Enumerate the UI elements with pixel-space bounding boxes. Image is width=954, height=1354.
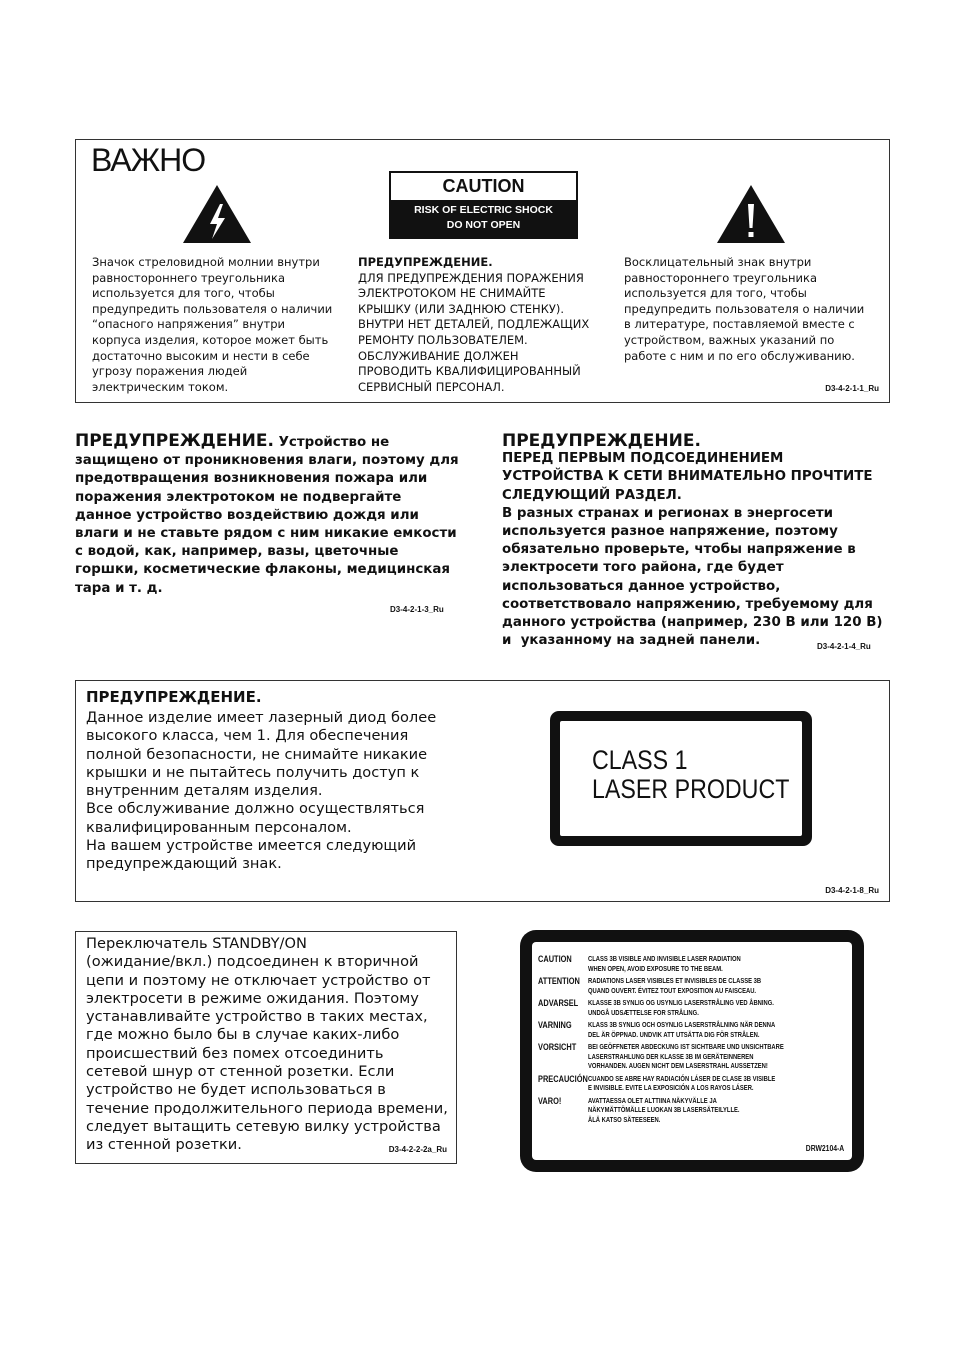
doc-code: D3-4-2-1-4_Ru [817, 642, 871, 651]
voltage-warning: ПРЕДУПРЕЖДЕНИЕ. ПЕРЕД ПЕРВЫМ ПОДСОЕДИНЕНИЕМ УСТРОЙСТВА К СЕТИ ВНИМАТЕЛЬНО ПРОЧТИТЕ СЛЕДУЮЩИЙ РАЗДЕЛ. В разных странах и регионах в энергосети используется разное напряжение, поэтому обязательно проверьте, чтобы напряжение в электросети того района, где будет использоваться данное устройство, соответствовало напряжению, требуемому для данного устройства (например, 230 В или 120 В) и указанному на задней панели. [502, 432, 890, 650]
laser-caution-label [520, 930, 864, 1172]
lightning-description: Значок стреловидной молнии внутри равностороннего треугольника используется для того, чтобы предупредить пользователя о наличии “опасного напряжения” внутри корпуса изделия, которое может быть достаточно высоким и нести в себе угрозу поражения людей электрическим током. [92, 255, 333, 394]
caution-sign [389, 171, 578, 239]
caution-label-row: VORSICHT BEI GEÖFFNETER ABDECKUNG IST SICHTBARE UND UNSICHTBARE LASERSTRAHLUNG DER KLASSE 3B IM GERÄTEINNEREN VORHANDEN. AUGEN NICHT DEM LASERSTRAHL AUSSETZEN! [538, 1042, 784, 1070]
doc-code: D3-4-2-1-8_Ru [825, 886, 879, 895]
caution-label-row: VARNING KLASS 3B SYNLIG OCH OSYNLIG LASERSTRÅLNING NÄR DENNA DEL ÄR ÖPPNAD. UNDVIK ATT UTSÄTTA DIG FÖR STRÅLEN. [538, 1020, 776, 1039]
caution-sign-sub1: RISK OF ELECTRIC SHOCK [414, 204, 553, 216]
class1-laser-label [550, 711, 812, 846]
caution-label-rows [538, 954, 848, 1127]
caution-description: ПРЕДУПРЕЖДЕНИЕ. ДЛЯ ПРЕДУПРЕЖДЕНИЯ ПОРАЖЕНИЯ ЭЛЕКТРОТОКОМ НЕ СНИМАЙТЕ КРЫШКУ (ИЛИ ЗАДНЮЮ СТЕНКУ). ВНУТРИ НЕТ ДЕТАЛЕЙ, ПОДЛЕЖАЩИХ РЕМОНТУ ПОЛЬЗОВАТЕЛЕМ. ОБСЛУЖИВАНИЕ ДОЛЖЕН ПРОВОДИТЬ КВАЛИФИЦИРОВАННЫЙ СЕРВИСНЫЙ ПЕРСОНАЛ. [358, 255, 590, 394]
caution-label-row: ADVARSEL KLASSE 3B SYNLIG OG USYNLIG LASERSTRÅLING VED ÅBNING. UNDGÅ UDSÆTTELSE FOR STRÅLING. [538, 998, 774, 1017]
laser-warning-text: Данное изделие имеет лазерный диод более высокого класса, чем 1. Для обеспечения полной безопасности, не снимайте никакие крышки и не пытайтесь получить доступ к внутренним деталям изделия. Все обслуживание должно осуществляться квалифицированным персоналом. На вашем устройстве имеется следующий предупреждающий знак. [86, 709, 437, 873]
class1-label-line1: CLASS 1 [592, 745, 688, 775]
laser-warning-title: ПРЕДУПРЕЖДЕНИЕ. [86, 688, 262, 706]
lightning-triangle-icon [182, 184, 252, 244]
moisture-warning: ПРЕДУПРЕЖДЕНИЕ. Устройство не защищено от проникновения влаги, поэтому для предотвращения возникновения пожара или поражения электротоком не подвергайте данное устройство воздействию дождя или влаги и не ставьте рядом с ним никакие емкости с водой, как, например, вазы, цветочные горшки, косметические флаконы, медицинская тара и т. д. [75, 431, 459, 596]
voltage-warning-title: ПРЕДУПРЕЖДЕНИЕ. [502, 431, 701, 451]
doc-code: D3-4-2-2-2a_Ru [388, 1145, 447, 1154]
class1-label-line2: LASER PRODUCT [592, 774, 790, 804]
caution-label-row: VARO! AVATTAESSA OLET ALTTIINA NÄKYVÄLLE JA NÄKYMÄTTÖMÄLLE LUOKAN 3B LASERSÄTEILYLLE. ÄLÄ KATSO SÄTEESEEN. [538, 1095, 740, 1124]
exclamation-description: Восклицательный знак внутри равностороннего треугольника используется для того, чтобы предупредить пользователя о наличии в литературе, поставляемой вместе с устройством, важных указаний по работе с ним и по его обслуживанию. [624, 255, 865, 363]
caution-label-row: CAUTION CLASS 3B VISIBLE AND INVISIBLE LASER RADIATION WHEN OPEN, AVOID EXPOSURE TO THE BEAM. [538, 954, 741, 973]
doc-code: D3-4-2-1-1_Ru [825, 384, 879, 393]
exclamation-triangle-icon [716, 184, 786, 244]
caution-label-row: ATTENTION RADIATIONS LASER VISIBLES ET INVISIBLES DE CLASSE 3B QUAND OUVERT. ÉVITEZ TOUT EXPOSITION AU FAISCEAU. [538, 976, 762, 995]
doc-code: D3-4-2-1-3_Ru [390, 605, 444, 614]
caution-sign-label: CAUTION [442, 176, 525, 196]
caution-label-row: PRECAUCIÓN CUANDO SE ABRE HAY RADIACIÓN LÁSER DE CLASE 3B VISIBLE E INVISIBLE. EVITE LA EXPOSICIÓN A LOS RAYOS LÁSER. [538, 1073, 776, 1092]
caution-sign-sub2: DO NOT OPEN [446, 219, 521, 231]
standby-notice-box [75, 931, 457, 1164]
standby-notice-text: Переключатель STANDBY/ON (ожидание/вкл.) подсоединен к вторичной цепи и поэтому не отключает устройство от электросети в режиме ожидания. Поэтому устанавливайте устройство в таких местах, где можно было бы в случае каких-либо происшествий без помех отсоединить сетевой шнур от стенной розетки. Если устройство не будет использоваться в течение продолжительного периода времени, следует вытащить сетевую вилку устройства из стенной розетки. [86, 935, 448, 1154]
laser-warning-box [75, 680, 890, 902]
important-title: ВАЖНО [91, 142, 206, 178]
important-box [75, 139, 890, 403]
moisture-warning-title: ПРЕДУПРЕЖДЕНИЕ. [75, 431, 274, 451]
caution-label-code: DRW2104-A [805, 1144, 844, 1153]
